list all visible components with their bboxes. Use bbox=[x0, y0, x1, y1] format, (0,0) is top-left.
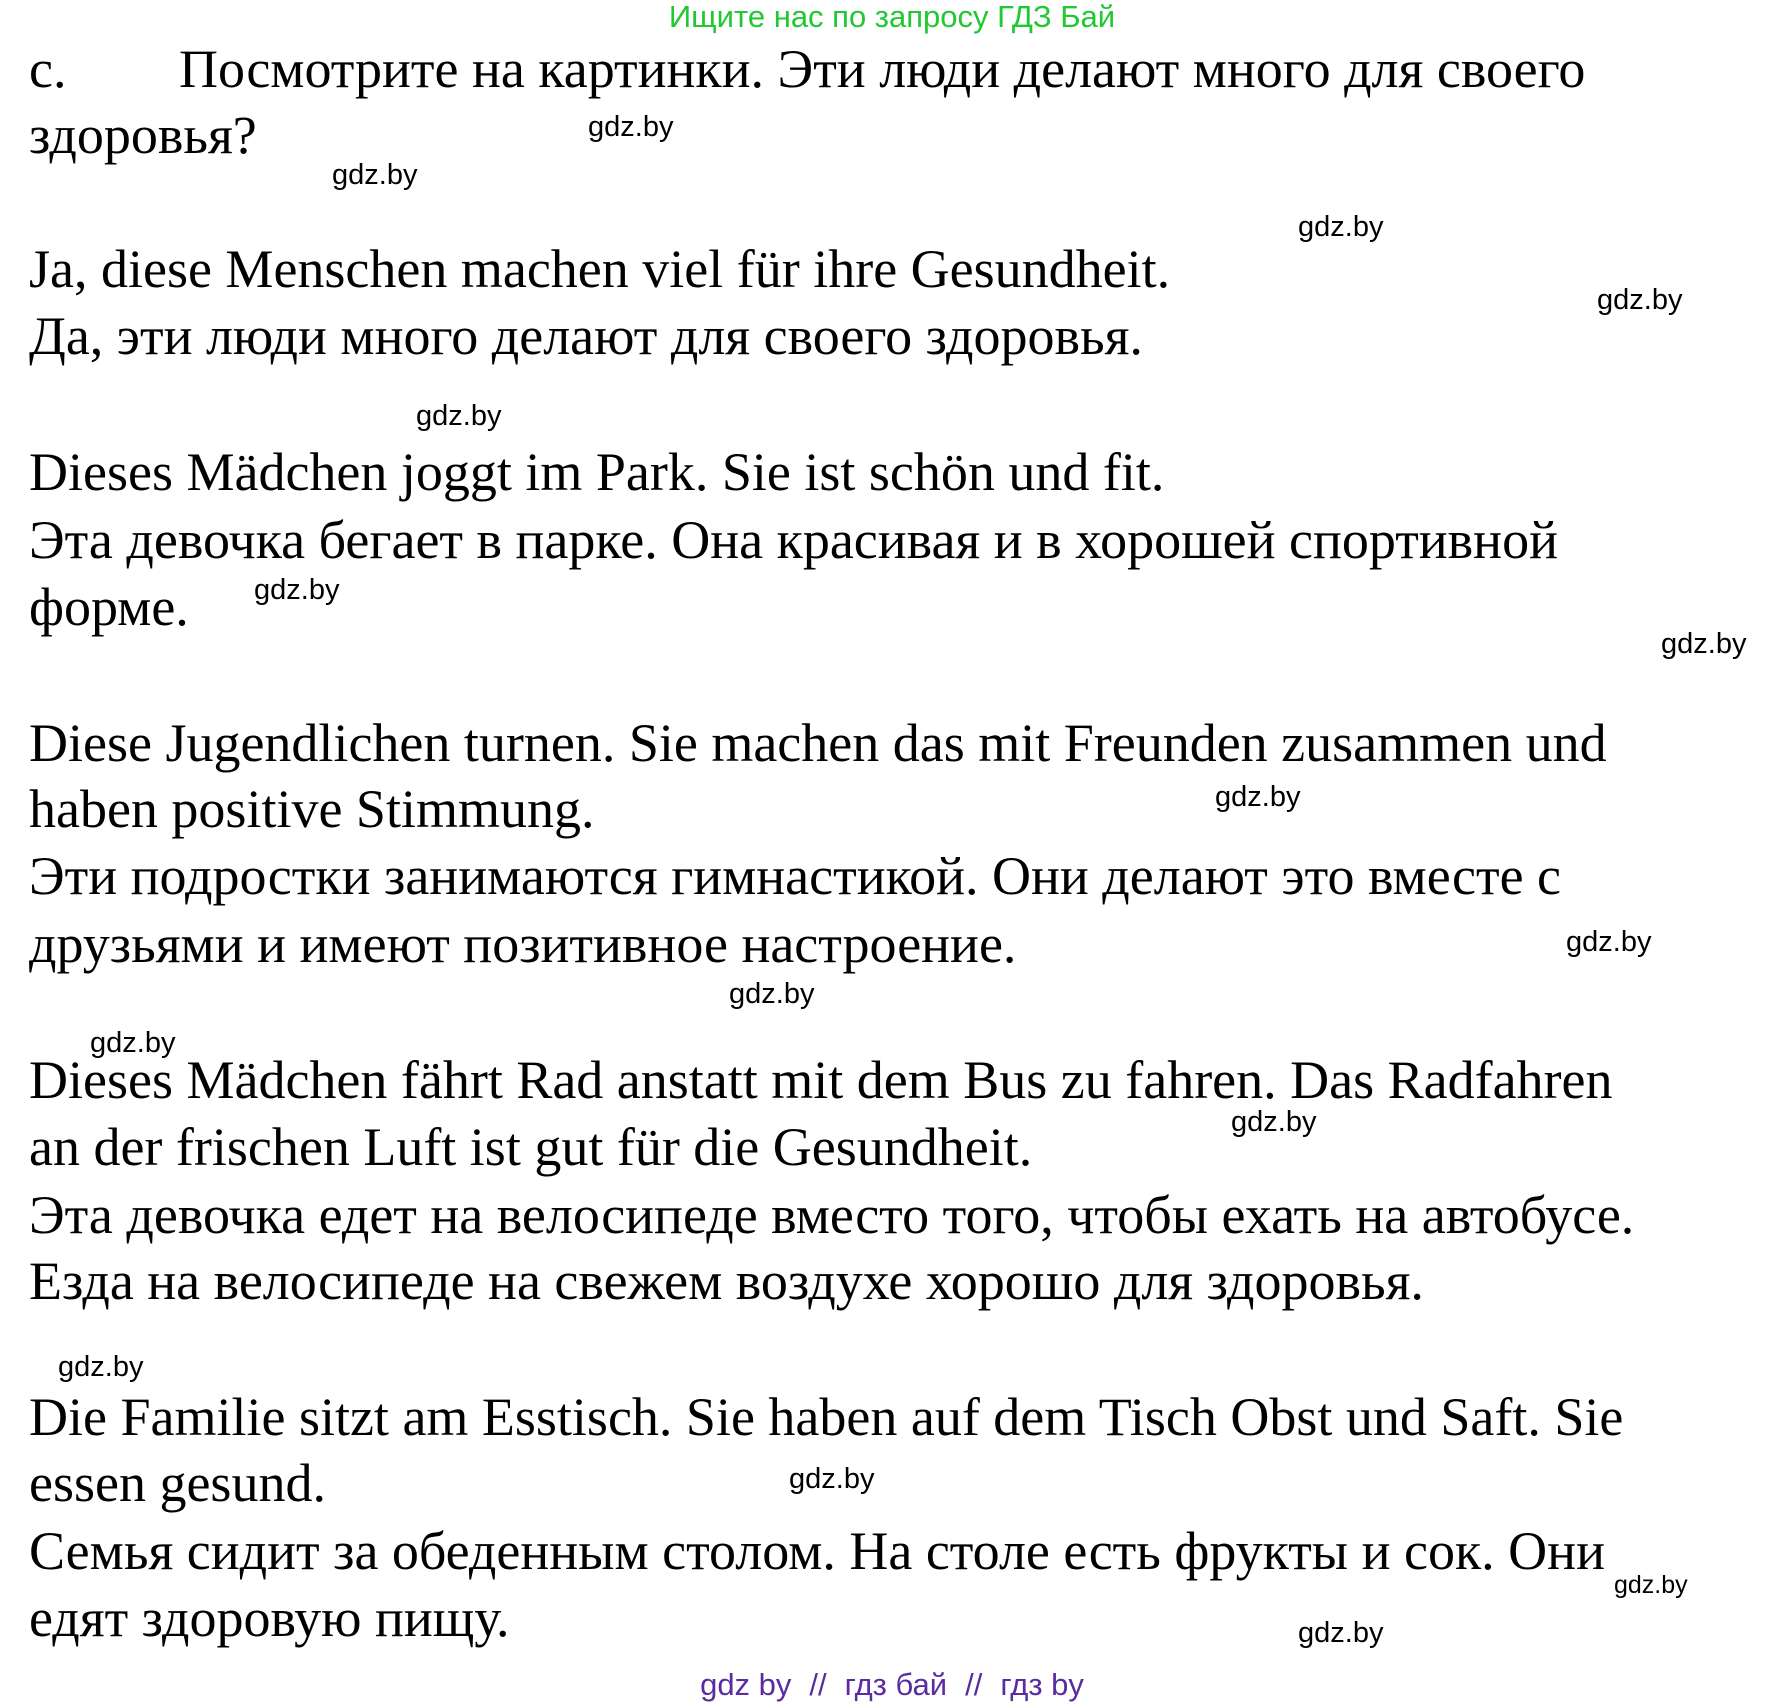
answer-5-de-line-1: Die Familie sitzt am Esstisch. Sie haben auf dem Tisch Obst und Saft. Sie bbox=[29, 1387, 1624, 1447]
watermark: gdz.by bbox=[588, 111, 674, 143]
watermark: gdz.by bbox=[1298, 211, 1384, 243]
footer-link-gdz-by-cyr[interactable]: гдз by bbox=[1000, 1667, 1084, 1702]
question-line-1 bbox=[29, 38, 1585, 100]
answer-5-de-line-2: essen gesund. bbox=[29, 1453, 326, 1513]
top-banner: Ищите нас по запросу ГДЗ Бай bbox=[668, 0, 1116, 34]
watermark: gdz.by bbox=[58, 1351, 144, 1383]
question-text-1: Посмотрите на картинки. Эти люди делают много для своего bbox=[179, 39, 1586, 99]
footer-link-gdz-by[interactable]: gdz by bbox=[700, 1667, 792, 1702]
question-line-2: здоровья? bbox=[29, 105, 257, 165]
watermark: gdz.by bbox=[1566, 926, 1652, 958]
answer-4-ru-line-1: Эта девочка едет на велосипеде вместо того, чтобы ехать на автобусе. bbox=[29, 1185, 1635, 1245]
watermark: gdz.by bbox=[332, 159, 418, 191]
watermark: gdz.by bbox=[789, 1463, 875, 1495]
watermark: gdz.by bbox=[1298, 1617, 1384, 1649]
watermark: gdz.by bbox=[1215, 781, 1301, 813]
answer-1-ru-line-1: Да, эти люди много делают для своего здоровья. bbox=[29, 306, 1143, 366]
answer-2-ru-line-2: форме. bbox=[29, 577, 189, 637]
answer-3-ru-line-1: Эти подростки занимаются гимнастикой. Они делают это вместе с bbox=[29, 846, 1562, 906]
watermark: gdz.by bbox=[90, 1027, 176, 1059]
footer-separator: // bbox=[809, 1667, 827, 1702]
answer-4-de-line-2: an der frischen Luft ist gut für die Gesundheit. bbox=[29, 1117, 1033, 1177]
answer-2-ru-line-1: Эта девочка бегает в парке. Она красивая и в хорошей спортивной bbox=[29, 510, 1558, 570]
watermark: gdz.by bbox=[254, 574, 340, 606]
footer-link-gdz-bai[interactable]: гдз бай bbox=[844, 1667, 948, 1702]
watermark: gdz.by bbox=[1597, 284, 1683, 316]
watermark: gdz.by bbox=[1614, 1571, 1688, 1599]
watermark: gdz.by bbox=[729, 978, 815, 1010]
answer-4-de-line-1: Dieses Mädchen fährt Rad anstatt mit dem Bus zu fahren. Das Radfahren bbox=[29, 1050, 1613, 1110]
answer-3-ru-line-2: друзьями и имеют позитивное настроение. bbox=[29, 914, 1017, 974]
footer-separator: // bbox=[965, 1667, 983, 1702]
watermark: gdz.by bbox=[1231, 1106, 1317, 1138]
watermark: gdz.by bbox=[416, 400, 502, 432]
answer-5-ru-line-1: Семья сидит за обеденным столом. На столе есть фрукты и сок. Они bbox=[29, 1521, 1605, 1581]
answer-3-de-line-2: haben positive Stimmung. bbox=[29, 779, 595, 839]
answer-5-ru-line-2: едят здоровую пищу. bbox=[29, 1588, 510, 1648]
answer-4-ru-line-2: Езда на велосипеде на свежем воздухе хорошо для здоровья. bbox=[29, 1251, 1424, 1311]
answer-2-de-line-1: Dieses Mädchen joggt im Park. Sie ist schön und fit. bbox=[29, 442, 1165, 502]
question-label: с. bbox=[29, 39, 67, 99]
footer bbox=[0, 1668, 1784, 1702]
answer-3-de-line-1: Diese Jugendlichen turnen. Sie machen das mit Freunden zusammen und bbox=[29, 713, 1607, 773]
watermark: gdz.by bbox=[1661, 628, 1747, 660]
answer-1-de-line-1: Ja, diese Menschen machen viel für ihre Gesundheit. bbox=[29, 239, 1171, 299]
